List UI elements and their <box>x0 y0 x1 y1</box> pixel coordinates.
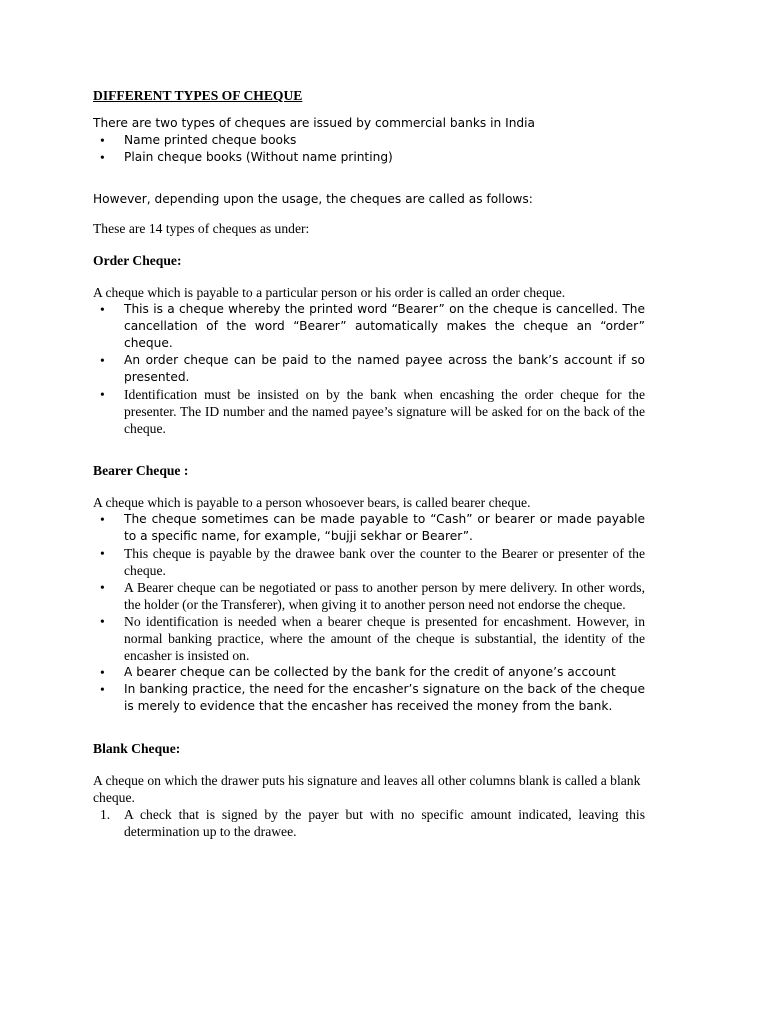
list-item: • No identification is needed when a bearer cheque is presented for encashment. However, in normal banking practice, where the amount of the cheque is substantial, the identity of the encasher is insisted on. <box>93 613 645 664</box>
list-item: • An order cheque can be paid to the named payee across the bank’s account if so presented. <box>93 352 645 386</box>
bearer-cheque-heading: Bearer Cheque : <box>93 463 189 478</box>
blank-cheque-list <box>93 806 645 840</box>
list-item: • This is a cheque whereby the printed word “Bearer” on the cheque is cancelled. The cancellation of the word “Bearer” automatically makes the cheque an “order” cheque. <box>93 301 645 352</box>
list-item: • A bearer cheque can be collected by the bank for the credit of anyone’s account <box>93 664 645 681</box>
list-item: • This cheque is payable by the drawee bank over the counter to the Bearer or presenter of the cheque. <box>93 545 645 579</box>
list-item: • A Bearer cheque can be negotiated or pass to another person by mere delivery. In other words, the holder (or the Transferer), when giving it to another person need not endorse the cheque. <box>93 579 645 613</box>
intro-list <box>93 132 645 166</box>
list-item: • The cheque sometimes can be made payable to “Cash” or bearer or made payable to a specific name, for example, “bujji sekhar or Bearer”. <box>93 511 645 545</box>
blank-cheque-definition: A cheque on which the drawer puts his signature and leaves all other columns blank is called a blank cheque. <box>93 773 641 805</box>
list-item: • In banking practice, the need for the encasher’s signature on the back of the cheque is merely to evidence that the encasher has received the money from the bank. <box>93 681 645 715</box>
list-item: • Plain cheque books (Without name printing) <box>93 149 645 166</box>
document-content <box>93 87 645 840</box>
bearer-cheque-list <box>93 511 645 715</box>
order-cheque-heading: Order Cheque: <box>93 253 182 268</box>
list-item: • Identification must be insisted on by the bank when encashing the order cheque for the presenter. The ID number and the named payee’s signature will be asked for on the back of the cheque. <box>93 386 645 437</box>
blank-cheque-heading: Blank Cheque: <box>93 741 181 756</box>
order-cheque-definition: A cheque which is payable to a particular person or his order is called an order cheque. <box>93 285 566 300</box>
usage-paragraph: However, depending upon the usage, the cheques are called as follows: <box>93 192 533 206</box>
list-item: • Name printed cheque books <box>93 132 645 149</box>
bearer-cheque-definition: A cheque which is payable to a person whosoever bears, is called bearer cheque. <box>93 495 531 510</box>
order-cheque-list <box>93 301 645 437</box>
list-item <box>93 806 645 840</box>
intro-paragraph: There are two types of cheques are issued by commercial banks in India <box>93 116 536 130</box>
document-title: DIFFERENT TYPES OF CHEQUE <box>93 88 303 103</box>
list-item-text: A check that is signed by the payer but with no specific amount indicated, leaving this determination up to the drawee. <box>124 807 645 839</box>
count-paragraph: These are 14 types of cheques as under: <box>93 221 310 236</box>
list-item-number: 1. <box>100 807 111 822</box>
